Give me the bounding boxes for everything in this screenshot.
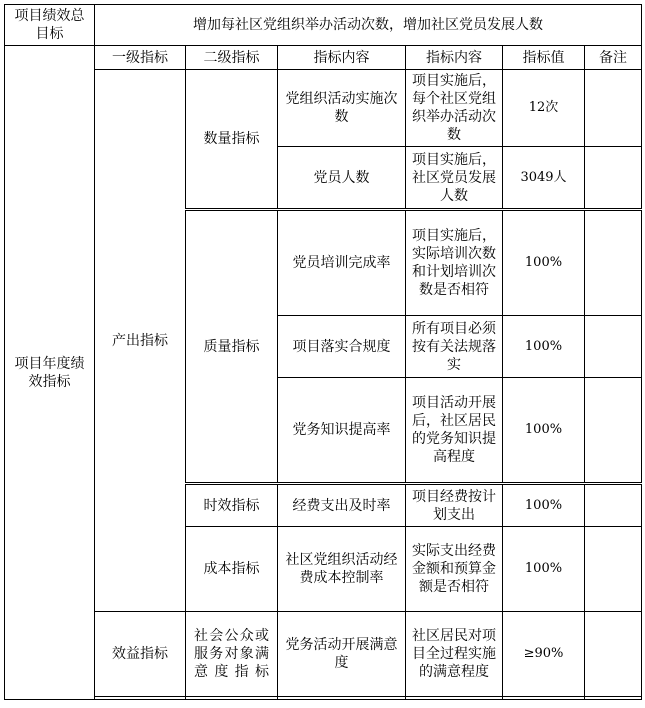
row-remark: [585, 612, 642, 697]
header-remark: 备注: [585, 46, 642, 70]
row-remark: [585, 70, 642, 147]
row-remark: [585, 147, 642, 210]
level1-benefit: 效益指标: [95, 612, 186, 697]
row-name: 项目落实合规度: [278, 316, 406, 378]
header-value: 指标值: [503, 46, 585, 70]
filler-cell: [186, 697, 278, 700]
row-name: 党组织活动实施次数: [278, 70, 406, 147]
table-bottom-strip: [5, 697, 642, 700]
level2-timeliness: 时效指标: [186, 484, 278, 527]
performance-table: [4, 4, 642, 700]
row-desc: 社区居民对项目全过程实施的满意程度: [406, 612, 503, 697]
row-desc: 项目实施后，社区党员发展人数: [406, 147, 503, 210]
row-value: 100%: [503, 378, 585, 484]
filler-cell: [278, 697, 406, 700]
filler-cell: [95, 697, 186, 700]
row-desc: 项目实施后，每个社区党组织举办活动次数: [406, 70, 503, 147]
header-content-b: 指标内容: [406, 46, 503, 70]
row-remark: [585, 484, 642, 527]
row-remark: [585, 527, 642, 612]
row-name: 社区党组织活动经费成本控制率: [278, 527, 406, 612]
goal-label: 项目绩效总目标: [5, 5, 95, 46]
row-remark: [585, 378, 642, 484]
row-desc: 项目经费按计划支出: [406, 484, 503, 527]
row-value: 3049人: [503, 147, 585, 210]
table-row: [5, 612, 642, 697]
annual-indicator-label: 项目年度绩效指标: [5, 46, 95, 700]
row-name: 党员培训完成率: [278, 210, 406, 316]
header-row: [5, 46, 642, 70]
row-value: 100%: [503, 316, 585, 378]
filler-cell: [585, 697, 642, 700]
header-content-a: 指标内容: [278, 46, 406, 70]
row-name: 党务活动开展满意度: [278, 612, 406, 697]
table-row: [5, 70, 642, 147]
level2-quality: 质量指标: [186, 210, 278, 484]
level2-cost: 成本指标: [186, 527, 278, 612]
level1-output: 产出指标: [95, 70, 186, 612]
goal-text: 增加每社区党组织举办活动次数，增加社区党员发展人数: [95, 5, 642, 46]
row-remark: [585, 210, 642, 316]
goal-row: [5, 5, 642, 46]
row-remark: [585, 316, 642, 378]
header-level1: 一级指标: [95, 46, 186, 70]
header-level2: 二级指标: [186, 46, 278, 70]
row-desc: 实际支出经费金额和预算金额是否相符: [406, 527, 503, 612]
row-desc: 项目实施后，实际培训次数和计划培训次数是否相符: [406, 210, 503, 316]
row-name: 经费支出及时率: [278, 484, 406, 527]
level2-satisfaction: 社会公众或服务对象满意度指标: [186, 612, 278, 697]
row-value: 100%: [503, 210, 585, 316]
row-value: 100%: [503, 527, 585, 612]
level2-quantity: 数量指标: [186, 70, 278, 210]
row-desc: 项目活动开展后，社区居民的党务知识提高程度: [406, 378, 503, 484]
filler-cell: [503, 697, 585, 700]
row-value: 12次: [503, 70, 585, 147]
row-value: ≥90%: [503, 612, 585, 697]
row-name: 党务知识提高率: [278, 378, 406, 484]
row-desc: 所有项目必须按有关法规落实: [406, 316, 503, 378]
row-name: 党员人数: [278, 147, 406, 210]
row-value: 100%: [503, 484, 585, 527]
filler-cell: [406, 697, 503, 700]
